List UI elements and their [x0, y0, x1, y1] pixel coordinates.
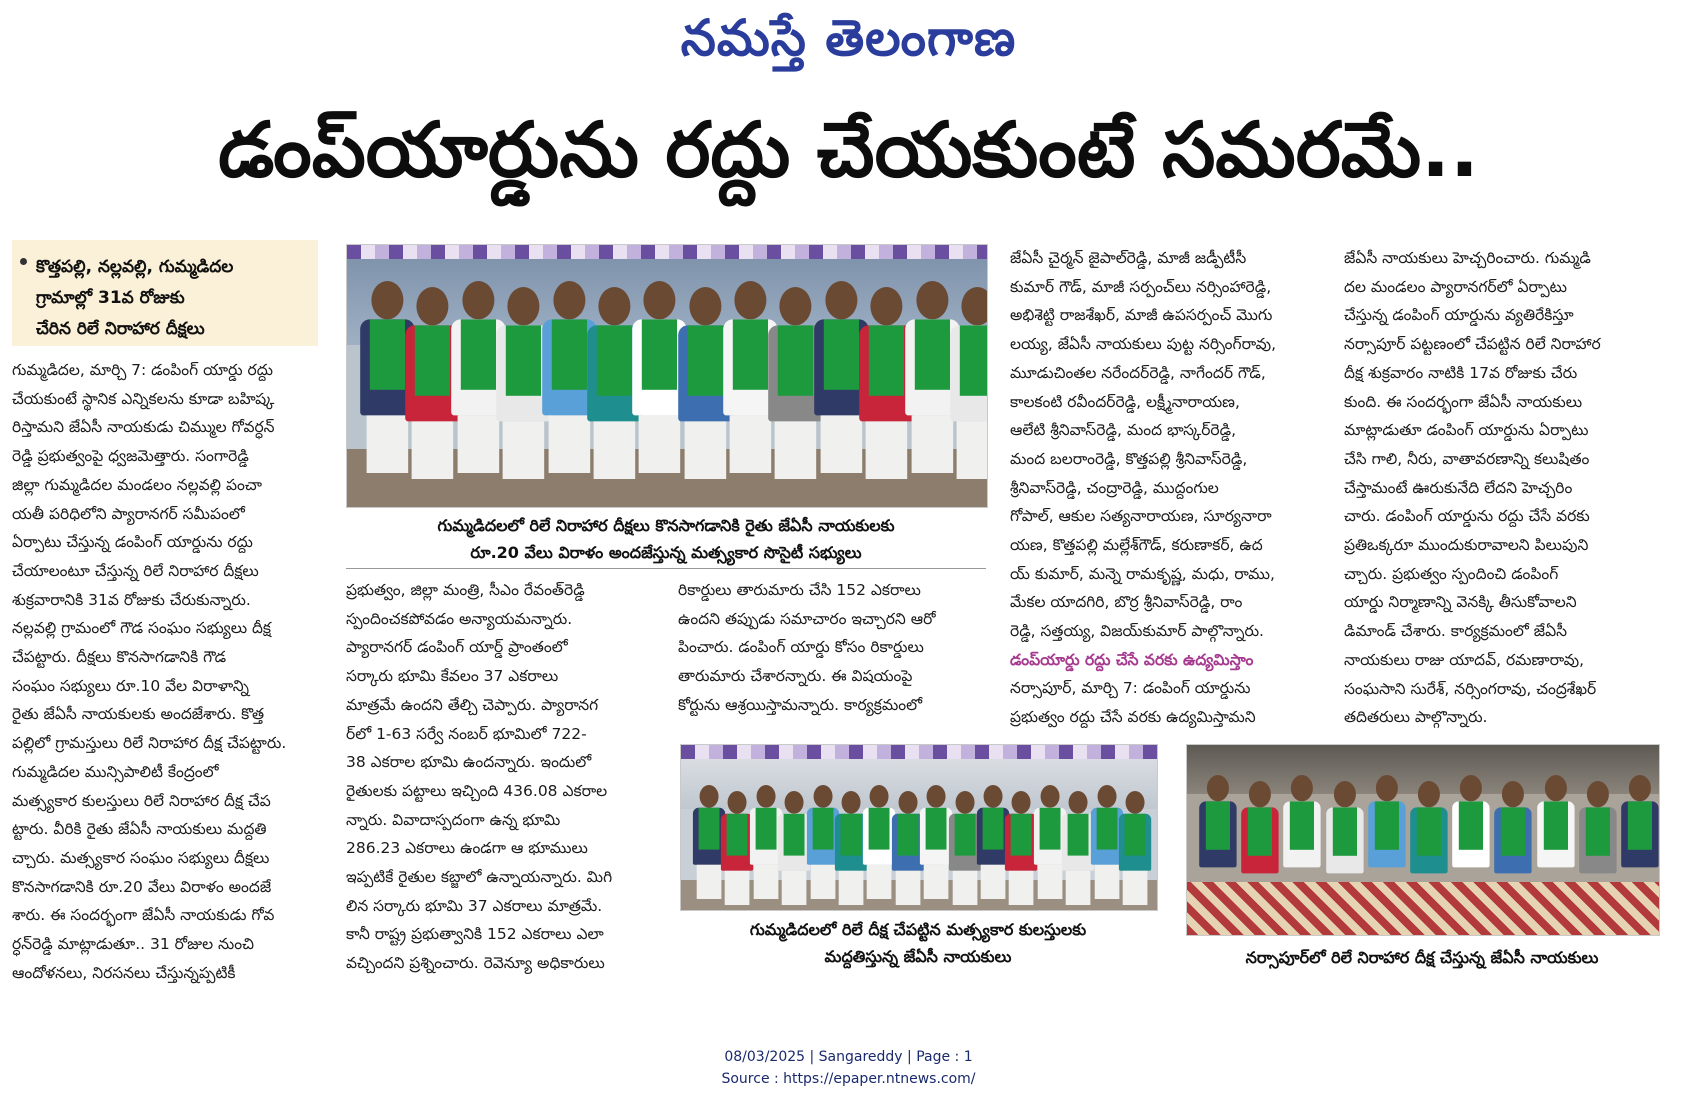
highlight-line: కొత్తపల్లి, నల్లవల్లి, గుమ్మడిదల — [36, 257, 234, 277]
article-line: చ్చారు. ప్రభుత్వం స్పందించి డంపింగ్ — [1344, 564, 1559, 583]
photo-donation — [346, 244, 988, 508]
article-line: గుమ్మడిదల, మార్చి 7: డంపింగ్ యార్డు రద్దు — [12, 361, 274, 379]
article-line: చేపట్టారు. దీక్షలు కొనసాగడానికి గౌడ — [12, 648, 227, 667]
article-column-4-tail — [1010, 674, 1316, 731]
article-line: చేస్తున్న డంపింగ్ యార్డును వ్యతిరేకిస్తూ — [1344, 306, 1574, 325]
article-line: పించారు. డంపింగ్ యార్డు కోసం రికార్డులు — [678, 638, 924, 657]
article-line: శ్రీనివాస్‌రెడ్డి, చంద్రారెడ్డి, ముద్దంగుల — [1010, 478, 1219, 497]
highlight-line: చేరిన రిలే నిరాహార దీక్షలు — [36, 319, 205, 339]
article-line: నర్సాపూర్ పట్టణంలో చేపట్టిన రిలే నిరాహార — [1344, 335, 1601, 354]
caption-divider — [346, 568, 986, 569]
article-line: చేయకుంటే స్థానిక ఎన్నికలను కూడా బహిష్క — [12, 389, 275, 408]
article-line: యార్డు నిర్మాణాన్ని వెనక్కి తీసుకోవాలని — [1344, 593, 1577, 612]
article-line: కోర్టును ఆశ్రయిస్తామన్నారు. కార్యక్రమంలో — [678, 695, 923, 714]
person-figure — [1619, 775, 1660, 907]
article-line: దీక్ష శుక్రవారం నాటికి 17వ రోజుకు చేరు — [1344, 363, 1578, 382]
article-line: న్నారు. వివాదాస్పదంగా ఉన్న భూమి — [346, 810, 561, 829]
article-line: ప్రభుత్వం, జిల్లా మంత్రి, సీఎం రేవంత్‌రెడ్డి — [346, 581, 585, 599]
article-line: తదితరులు పాల్గొన్నారు. — [1344, 708, 1488, 727]
article-line: కుంది. ఈ సందర్భంగా జేఏసీ నాయకులు — [1344, 392, 1583, 411]
article-line: రికార్డులు తారుమారు చేసి 152 ఎకరాలు — [678, 581, 921, 599]
article-line: ఉందని తప్పుడు సమాచారం ఇచ్చారని ఆరో — [678, 609, 936, 628]
footer-date-page: 08/03/2025 | Sangareddy | Page : 1 — [724, 1049, 973, 1065]
article-line: చేయాలంటూ చేస్తున్న రిలే నిరాహార దీక్షలు — [12, 561, 259, 580]
article-line: నర్సాపూర్, మార్చి 7: డంపింగ్ యార్డును — [1010, 679, 1251, 697]
article-line: సర్కారు భూమి కేవలం 37 ఎకరాలు — [346, 667, 559, 686]
article-line: య్ కుమార్, మన్నె రామకృష్ణ, మధు, రాము, — [1010, 564, 1275, 583]
article-line: మూడుచింతల నరేందర్‌రెడ్డి, నాగేందర్ గౌడ్, — [1010, 363, 1266, 382]
highlight-text — [36, 252, 312, 345]
footer-source[interactable]: Source : https://epaper.ntnews.com/ — [721, 1071, 976, 1087]
article-line: మాట్లాడుతూ డంపింగ్ యార్డును ఏర్పాటు — [1344, 421, 1589, 440]
article-line: జిల్లా గుమ్మడిదల మండలం నల్లవల్లి పంచా — [12, 475, 262, 494]
caption-line: మద్దతిస్తున్న జేఏసీ నాయకులు — [824, 947, 1012, 966]
person-figure — [1281, 775, 1323, 907]
person-figure — [1197, 775, 1239, 907]
article-line: తారుమారు చేశారన్నారు. ఈ విషయంపై — [678, 667, 913, 686]
article-line: కుమార్ గౌడ్, మాజీ సర్పంచ్‌లు నర్సింహారెడ్డి, — [1010, 277, 1272, 296]
person-figure — [1324, 781, 1366, 913]
article-column-3 — [678, 576, 984, 720]
person-figure — [1492, 781, 1534, 913]
photo-caption-fishermen — [680, 916, 1156, 970]
caption-line: గుమ్మడిదలలో రిలే దీక్ష చేపట్టిన మత్స్యకార కులస్తులకు — [749, 920, 1087, 939]
article-line: 286.23 ఎకరాలు ఉండగా ఆ భూములు — [346, 839, 588, 858]
article-line: వచ్చిందని ప్రశ్నించారు. రెవెన్యూ అధికారులు — [346, 954, 605, 973]
masthead-logo: నమస్తే తెలంగాణ — [680, 8, 1017, 67]
article-line: సంఘం సభ్యులు రూ.10 వేల విరాళాన్ని — [12, 676, 249, 695]
article-line: ప్రభుత్వం రద్దు చేసే వరకు ఉద్యమిస్తామని — [1010, 707, 1256, 726]
article-line: కాలకంటి రవీందర్‌రెడ్డి, లక్ష్మీనారాయణ, — [1010, 392, 1240, 411]
article-line: చారు. డంపింగ్ యార్డును రద్దు చేసే వరకు — [1344, 507, 1590, 526]
photo-narsapur-protest — [1186, 744, 1660, 936]
article-line: ప్యారానగర్ డంపింగ్ యార్డ్ ప్రాంతంలో — [346, 638, 568, 657]
person-figure — [1239, 781, 1281, 913]
article-line: 38 ఎకరాల భూమి ఉందన్నారు. ఇందులో — [346, 753, 592, 772]
article-line: నాయకులు రాజు యాదవ్, రమణారావు, — [1344, 650, 1585, 669]
article-line: జేఏసీ నాయకులు హెచ్చరించారు. గుమ్మడి — [1344, 249, 1591, 267]
person-figure — [1577, 781, 1619, 913]
article-line: శుక్రవారానికి 31వ రోజుకు చేరుకున్నారు. — [12, 590, 251, 609]
article-line: జేఏసీ చైర్మన్ జైపాల్‌రెడ్డి, మాజీ జడ్పీటీసీ — [1010, 249, 1247, 267]
headline: డంప్‌యార్డును రద్దు చేయకుంటే సమరమే.. — [218, 105, 1479, 194]
article-column-4 — [1010, 244, 1316, 646]
article-line: స్పందించకపోవడం అన్యాయమన్నారు. — [346, 609, 573, 628]
article-line: మేకల యాదగిరి, బొర్ర శ్రీనివాస్‌రెడ్డి, రాం — [1010, 593, 1243, 612]
article-line: చ్చారు. మత్స్యకార సంఘం సభ్యులు దీక్షలు — [12, 848, 270, 867]
article-line: లిన సర్కారు భూమి 37 ఎకరాలు మాత్రమే. — [346, 896, 603, 915]
article-line: రైతు జేఏసీ నాయకులకు అందజేశారు. కొత్త — [12, 705, 265, 724]
person-figure — [1450, 775, 1492, 907]
article-line: కొనసాగడానికి రూ.20 వేలు విరాళం అందజే — [12, 877, 272, 896]
article-line: పల్లిలో గ్రామస్తులు రిలే నిరాహార దీక్ష చేపట్టారు. — [12, 734, 287, 753]
article-line: యణ, కొత్తపల్లి మల్లేశ్‌గౌడ్, కరుణాకర్, ఉద — [1010, 536, 1263, 555]
article-line: రిస్తామని జేఏసీ నాయకుడు చిమ్ముల గోవర్ధన్ — [12, 418, 275, 437]
article-line: ట్టారు. వీరికి రైతు జేఏసీ నాయకులు మద్దతి — [12, 820, 267, 839]
article-line: మంద బలరాంరెడ్డి, కొత్తపల్లి శ్రీనివాస్‌రెడ్డి, — [1010, 449, 1248, 468]
article-line: శారు. ఈ సందర్భంగా జేఏసీ నాయకుడు గోవ — [12, 906, 275, 925]
article-column-1 — [12, 356, 318, 987]
caption-line: రూ.20 వేలు విరాళం అందజేస్తున్న మత్స్యకార సొసైటీ సభ్యులు — [470, 543, 862, 562]
person-figure — [1408, 781, 1450, 913]
bullet-icon — [20, 258, 27, 265]
article-line: నల్లవల్లి గ్రామంలో గౌడ సంఘం సభ్యులు దీక్ష — [12, 619, 272, 638]
article-line: మత్స్యకార కులస్తులు రిలే నిరాహార దీక్ష చేప — [12, 791, 271, 810]
sub-heading: డంప్‌యార్డు రద్దు చేసే వరకు ఉద్యమిస్తాం — [1010, 651, 1254, 669]
article-line: మాత్రమే ఉందని తేల్చి చెప్పారు. ప్యారానగ — [346, 695, 599, 714]
article-line: గోపాల్, ఆకుల సత్యనారాయణ, సూర్యనారా — [1010, 507, 1272, 526]
article-line: ఆలేటి శ్రీనివాస్‌రెడ్డి, మంద భాస్కర్‌రెడ్డి, — [1010, 421, 1236, 440]
article-line: గుమ్మడిదల మున్సిపాలిటీ కేంద్రంలో — [12, 762, 219, 781]
article-column-2 — [346, 576, 650, 978]
highlight-line: గ్రామాల్లో 31వ రోజుకు — [36, 288, 185, 308]
photo-fishermen-support — [680, 744, 1158, 911]
article-line: లయ్య, జేఏసీ నాయకులు పుట్ట నర్సింగ్‌రావు, — [1010, 335, 1277, 354]
article-line: రెడ్డి ప్రభుత్వంపై ధ్వజమెత్తారు. సంగారెడ్డి — [12, 447, 249, 466]
person-figure — [1535, 775, 1577, 907]
article-line: యతీ పరిధిలోని ప్యారానగర్ సమీపంలో — [12, 504, 245, 523]
article-column-5 — [1344, 244, 1652, 732]
person-figure — [1117, 791, 1153, 905]
article-line: కానీ రాష్ట్ర ప్రభుత్వానికి 152 ఎకరాలు ఎలా — [346, 925, 604, 944]
article-line: ర్ధన్‌రెడ్డి మాట్లాడుతూ.. 31 రోజుల నుంచి — [12, 935, 254, 954]
article-line: ఇప్పటికే రైతుల కబ్జాలో ఉన్నాయన్నారు. మిగి — [346, 868, 613, 887]
article-line: ఏర్పాటు చేస్తున్న డంపింగ్ యార్డును రద్దు — [12, 533, 253, 552]
photo-caption-donation — [346, 512, 986, 566]
article-line: ర్‌లో 1-63 సర్వే నంబర్ భూమిలో 722- — [346, 724, 587, 743]
caption-line: గుమ్మడిదలలో రిలే నిరాహార దీక్షలు కొనసాగడానికి రైతు జేఏసీ నాయకులకు — [437, 516, 895, 535]
article-line: చేసి గాలి, నీరు, వాతావరణాన్ని కలుషితం — [1344, 449, 1590, 468]
article-line: రెడ్డి, సత్తయ్య, విజయ్‌కుమార్ పాల్గొన్నారు. — [1010, 622, 1264, 641]
article-line: రైతులకు పట్టాలు ఇచ్చింది 436.08 ఎకరాల — [346, 781, 608, 800]
article-line: అభిశెట్టి రాజశేఖర్, మాజీ ఉపసర్పంచ్ మొగు — [1010, 306, 1273, 325]
article-line: ప్రతిఒక్కరూ ముందుకురావాలని పిలుపుని — [1344, 536, 1589, 555]
article-line: దల మండలం ప్యారానగర్‌లో ఏర్పాటు — [1344, 277, 1567, 296]
article-line: ఆందోళనలు, నిరసనలు చేస్తున్నప్పటికీ — [12, 963, 236, 982]
person-figure — [1366, 775, 1408, 907]
article-line: సంఘసాని సురేశ్, నర్సింగరావు, చంద్రశేఖర్ — [1344, 679, 1597, 698]
person-figure — [947, 287, 988, 479]
article-line: డిమాండ్ చేశారు. కార్యక్రమంలో జేఏసీ — [1344, 622, 1567, 641]
photo-caption-narsapur: నర్సాపూర్‌లో రిలే నిరాహార దీక్ష చేస్తున్న జేఏసీ నాయకులు — [1245, 948, 1599, 967]
article-line: చేస్తామంటే ఊరుకునేది లేదని హెచ్చరిం — [1344, 478, 1573, 497]
